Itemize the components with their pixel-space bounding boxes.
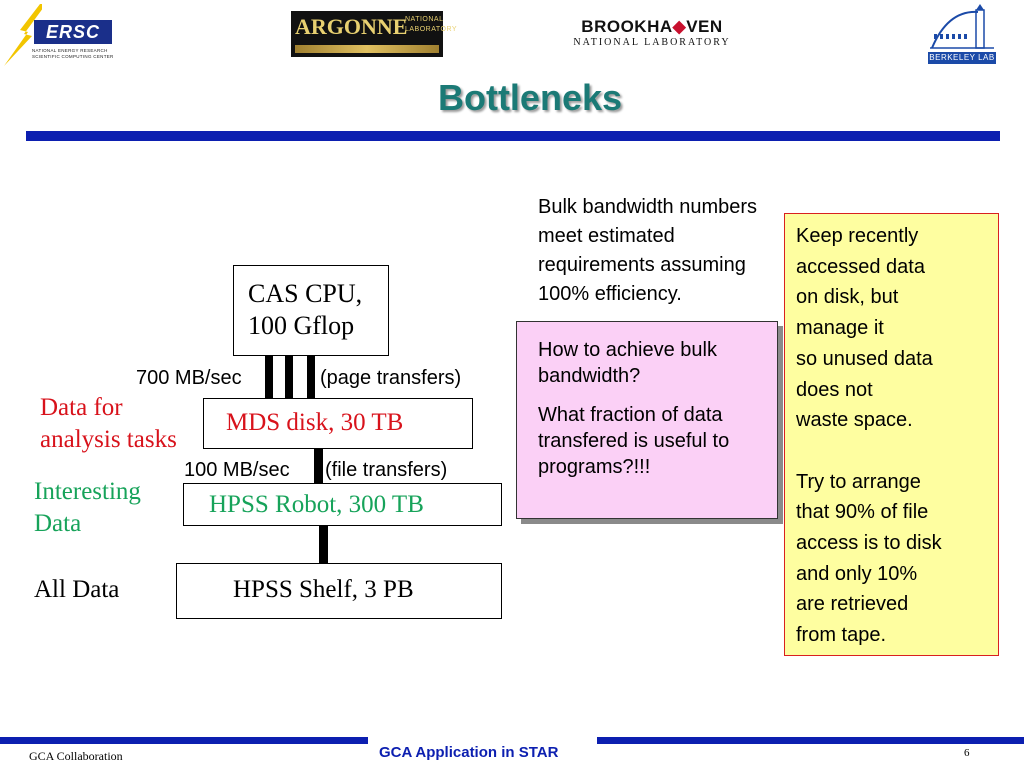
footer-title: GCA Application in STAR [379,744,559,761]
strategy-box [784,213,999,656]
page-transfers-label: (page transfers) [320,367,462,389]
all-data-label: All Data [34,576,120,603]
berkeley-logo [928,4,996,64]
argonne-strip [295,45,439,53]
argonne-logo [291,11,458,57]
argonne-wordmark: ARGONNE [295,14,408,39]
cas-cpu-box [233,265,389,356]
strategy-arrange: Try to arrange that 90% of file access is to disk and only 10% are retrieved from tape. [796,470,942,647]
connector-bar [265,356,273,398]
page-number: 6 [964,747,970,759]
connector-bar [307,356,315,398]
connector-bar [319,526,328,563]
question-fraction: What fraction of data transfered is useful to programs?!!! [538,404,730,478]
strategy-keep-recent: Keep recently accessed data on disk, but manage it so unused data does not waste space. [796,225,933,432]
brookhaven-wordmark: BROOKHA◆VEN [581,17,723,36]
rate-100-label: 100 MB/sec [184,459,290,481]
analysis-data-label: Data for analysis tasks [40,394,177,453]
footer-rule-right [597,737,1024,744]
slide-title: Bottleneks [437,77,623,118]
hpss-robot-box: HPSS Robot, 300 TB [183,483,502,526]
question-bandwidth: How to achieve bulk bandwidth? [538,339,717,387]
cas-cpu-line-1: CAS CPU, [248,279,363,308]
nersc-logo [2,2,130,68]
bulk-bandwidth-note: Bulk bandwidth numbers meet estimated requirements assuming 100% efficiency. [538,196,758,305]
connector-bar [285,356,293,398]
brookhaven-diamond-icon: ◆ [672,17,687,36]
berkeley-label: BERKELEY LAB [929,53,995,62]
footer-collaboration: GCA Collaboration [29,749,123,763]
mds-disk-box: MDS disk, 30 TB [203,398,473,449]
rate-700-label: 700 MB/sec [136,367,242,389]
hpss-shelf-box: HPSS Shelf, 3 PB [176,563,502,619]
cas-cpu-line-2: 100 Gflop [248,311,355,340]
connector-bar [314,449,323,483]
title-rule [26,131,1000,141]
brookhaven-subtitle: NATIONAL LABORATORY [573,37,731,48]
argonne-national-lab: NATIONAL LABORATORY [405,16,458,33]
footer-rule-left [0,737,368,744]
questions-box [516,321,778,519]
nersc-badge: ERSC [34,20,112,44]
interesting-data-label: Interesting Data [34,478,141,537]
nersc-subtitle: NATIONAL ENERGY RESEARCH SCIENTIFIC COMPUTING CENTER [32,48,114,59]
file-transfers-label: (file transfers) [325,459,448,481]
brookhaven-logo [566,18,738,58]
berkeley-campanile-icon [928,4,996,52]
